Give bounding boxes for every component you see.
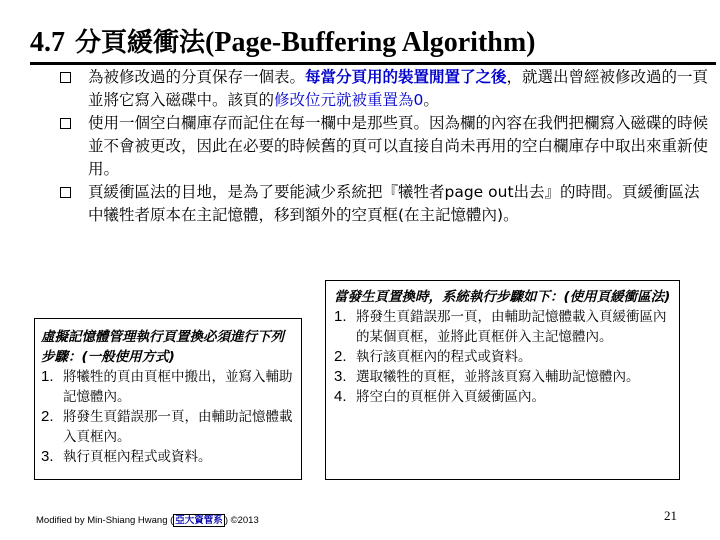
footer-credit — [36, 512, 259, 526]
step-number: 3. — [334, 368, 347, 385]
step-item — [334, 307, 673, 347]
bullet-item — [60, 181, 710, 227]
left-panel-steps — [41, 367, 295, 467]
bullet-text: 頁緩衝區法的目地，是為了要能減少系統把『犧牲者page out出去』的時間。頁緩衝區法中犧牲者原本在主記憶體，移到額外的空頁框(在主記憶體內)。 — [88, 183, 700, 224]
step-number: 2. — [334, 348, 347, 365]
title-chinese: 分頁緩衝法 — [75, 28, 206, 58]
step-number: 4. — [334, 388, 347, 405]
title-english: (Page-Buffering Algorithm) — [205, 27, 536, 58]
right-panel-heading: 當發生頁置換時，系統執行步驟如下：(使用頁緩衝區法) — [334, 289, 671, 305]
bullet-item — [60, 112, 710, 181]
bullet-text: 。 — [423, 91, 439, 109]
step-text: 將空白的頁框併入頁緩衝區內。 — [356, 389, 545, 405]
bullet-text: 使用一個空白欄庫存而記住在每一欄中是那些頁。因為欄的內容在我們把欄寫入磁碟的時候並不會被更改，因此在必要的時候舊的頁可以直接自尚未再用的空白欄庫存中取出來重新使用。 — [88, 114, 709, 178]
bullet-square-icon — [60, 72, 71, 83]
bullet-text: 每當分頁用的裝置閒置了之後 — [305, 68, 507, 86]
footer-tag: 亞大資管系 — [175, 515, 223, 526]
bullet-text: ，就選出曾經被修改過的一頁並將它寫入磁碟中。該頁的 — [88, 68, 709, 109]
step-text: 將發生頁錯誤那一頁，由輔助記憶體載入頁框內。 — [63, 409, 293, 445]
step-text: 將發生頁錯誤那一頁，由輔助記憶體載入頁緩衝區內的某個頁框，並將此頁框併入主記憶體內。 — [356, 309, 667, 345]
footer-suffix: ) ©2013 — [224, 515, 259, 526]
page-number: 21 — [664, 508, 677, 523]
bullet-list — [60, 66, 710, 227]
step-text: 將犧牲的頁由頁框中搬出，並寫入輔助記憶體內。 — [63, 369, 293, 405]
bullet-square-icon — [60, 187, 71, 198]
bullet-text: 修改位元就被重置為0 — [274, 91, 424, 109]
step-number: 3. — [41, 448, 54, 465]
step-text: 執行頁框內程式或資料。 — [63, 449, 212, 465]
step-item — [41, 407, 295, 447]
footer-prefix: Modified by Min-Shiang Hwang ( — [36, 515, 174, 526]
bullet-item — [60, 66, 710, 112]
step-item — [334, 367, 673, 387]
slide-title — [30, 22, 536, 59]
bullet-text: 為被修改過的分頁保存一個表。 — [88, 68, 306, 86]
right-panel-steps — [334, 307, 673, 407]
bullet-square-icon — [60, 118, 71, 129]
step-number: 2. — [41, 408, 54, 425]
left-panel — [34, 318, 302, 480]
step-item — [41, 447, 295, 467]
right-panel — [325, 280, 680, 480]
step-item — [334, 347, 673, 367]
section-number: 4.7 — [30, 27, 65, 58]
title-divider — [30, 62, 716, 65]
left-panel-heading: 虛擬記憶體管理執行頁置換必須進行下列步驟：(一般使用方式) — [41, 329, 284, 365]
step-item — [334, 387, 673, 407]
step-text: 選取犧牲的頁框，並將該頁寫入輔助記憶體內。 — [356, 369, 640, 385]
step-item — [41, 367, 295, 407]
step-text: 執行該頁框內的程式或資料。 — [356, 349, 532, 365]
step-number: 1. — [334, 308, 347, 325]
step-number: 1. — [41, 368, 54, 385]
